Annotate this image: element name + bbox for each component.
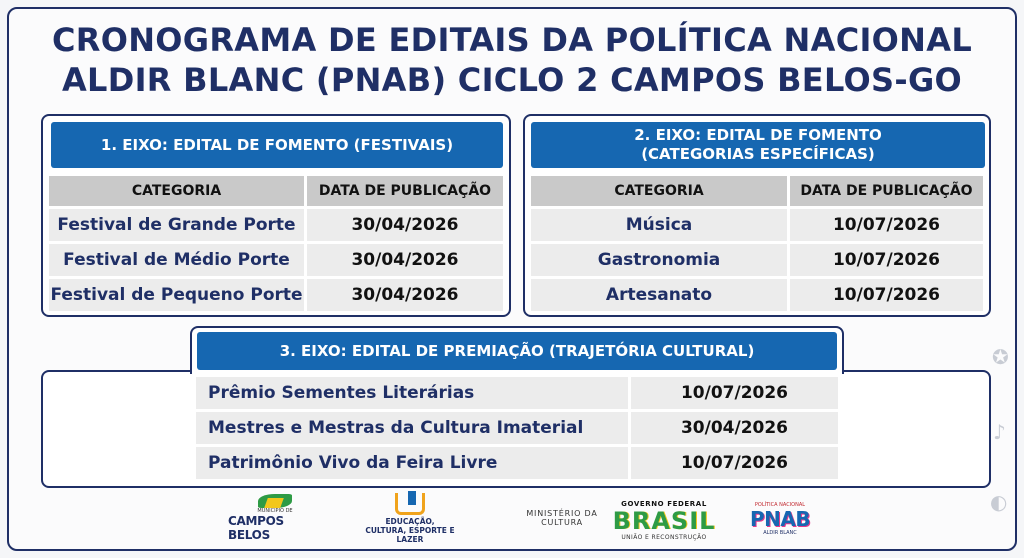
secretaria-logo	[356, 492, 464, 544]
date-cell: 30/04/2026	[307, 279, 503, 311]
eixo1-table	[46, 173, 506, 314]
eixo2-panel	[523, 114, 991, 317]
campos-belos-text: CAMPOS BELOS	[228, 514, 284, 542]
book-icon	[395, 493, 425, 515]
eixo2-table	[528, 173, 986, 314]
category-cell: Música	[531, 209, 787, 241]
table-row	[196, 377, 838, 409]
date-cell: 10/07/2026	[790, 244, 983, 276]
category-cell: Patrimônio Vivo da Feira Livre	[196, 447, 628, 479]
table-row	[196, 447, 838, 479]
logo-strip	[0, 490, 1024, 550]
table-row	[196, 412, 838, 444]
table-header-row	[531, 176, 983, 206]
title-line-2: ALDIR BLANC (PNAB) CICLO 2 CAMPOS BELOS-GO	[61, 61, 963, 99]
pnab-bottom-text: ALDIR BLANC	[763, 530, 797, 536]
eixo2-heading-line-2: (CATEGORIAS ESPECÍFICAS)	[641, 145, 875, 163]
column-header-category: CATEGORIA	[531, 176, 787, 206]
date-cell: 30/04/2026	[631, 412, 838, 444]
pnab-logo	[742, 498, 818, 540]
date-cell: 10/07/2026	[790, 209, 983, 241]
table-row	[531, 244, 983, 276]
pnab-text: PNAB	[749, 507, 811, 531]
date-cell: 10/07/2026	[790, 279, 983, 311]
category-cell: Festival de Pequeno Porte	[49, 279, 304, 311]
page-title	[0, 20, 1024, 100]
date-cell: 10/07/2026	[631, 447, 838, 479]
date-cell: 30/04/2026	[307, 209, 503, 241]
table-row	[49, 244, 503, 276]
brasil-text: BRASIL	[612, 506, 716, 535]
title-line-1: CRONOGRAMA DE EDITAIS DA POLÍTICA NACIONAL	[51, 21, 973, 59]
column-header-category: CATEGORIA	[49, 176, 304, 206]
date-cell: 10/07/2026	[631, 377, 838, 409]
category-cell: Festival de Médio Porte	[49, 244, 304, 276]
campos-belos-small-text: MUNICÍPIO DE	[257, 508, 293, 514]
ministerio-cultura-logo	[522, 504, 602, 532]
eixo3-heading-text: 3. EIXO: EDITAL DE PREMIAÇÃO (TRAJETÓRIA CULTURAL)	[279, 341, 755, 360]
eixo1-heading-text: 1. EIXO: EDITAL DE FOMENTO (FESTIVAIS)	[100, 135, 454, 154]
eixo2-heading	[531, 122, 985, 168]
category-cell: Artesanato	[531, 279, 787, 311]
uniao-text: UNIÃO E RECONSTRUÇÃO	[621, 533, 707, 541]
pnab-top-text: POLÍTICA NACIONAL	[754, 502, 806, 508]
table-header-row	[49, 176, 503, 206]
ministerio-line-1: MINISTÉRIO DA	[526, 509, 598, 518]
award-icon: ✪	[992, 345, 1009, 369]
governo-federal-logo	[608, 494, 720, 546]
date-cell: 30/04/2026	[307, 244, 503, 276]
eixo1-heading	[51, 122, 503, 168]
ministerio-line-2: CULTURA	[541, 518, 583, 527]
table-row	[49, 279, 503, 311]
column-header-date: DATA DE PUBLICAÇÃO	[307, 176, 503, 206]
eixo1-panel	[41, 114, 511, 317]
music-icon: ♪	[993, 420, 1006, 444]
palette-icon: ◐	[990, 490, 1008, 514]
flag-icon	[258, 494, 292, 508]
column-header-date: DATA DE PUBLICAÇÃO	[790, 176, 983, 206]
eixo3-heading	[197, 332, 837, 370]
eixo3-table	[193, 374, 841, 482]
category-cell: Mestres e Mestras da Cultura Imaterial	[196, 412, 628, 444]
eixo2-heading-line-1: 2. EIXO: EDITAL DE FOMENTO	[634, 126, 882, 144]
category-cell: Gastronomia	[531, 244, 787, 276]
category-cell: Festival de Grande Porte	[49, 209, 304, 241]
table-row	[531, 279, 983, 311]
table-row	[531, 209, 983, 241]
secretaria-text: EDUCAÇÃO, CULTURA, ESPORTE E LAZER	[365, 516, 455, 544]
campos-belos-logo	[228, 494, 322, 542]
category-cell: Prêmio Sementes Literárias	[196, 377, 628, 409]
governo-text: GOVERNO FEDERAL	[621, 499, 707, 508]
table-row	[49, 209, 503, 241]
